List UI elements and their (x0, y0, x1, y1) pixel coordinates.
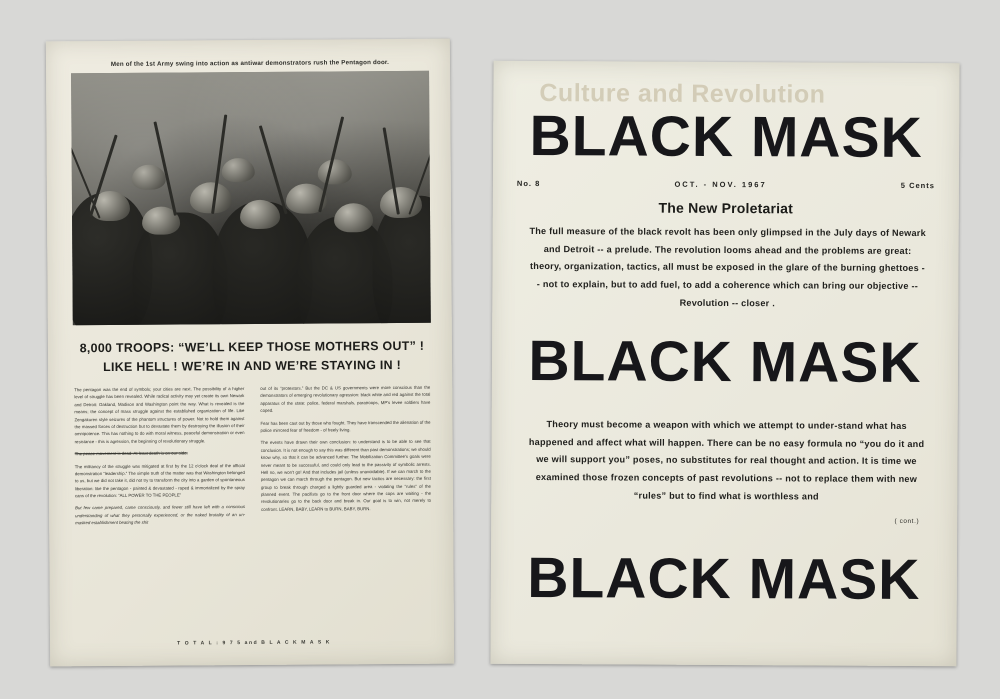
issue-info-row (517, 179, 935, 190)
paragraph: But few came prepared, came consciously, and fewer still have left with a conscious understanding of what they personally experienced, or the naked brutality of an un-masked establishment beating the shit (75, 504, 246, 526)
paragraph: The events have drawn their own conclusion: to understand is to be able to see that conclusion. It is not enough to say this was different than past demonstrations; we should know why, so that it can be advanced further. The Mobilization Committee's goals were never meant to be successful, and could only lead to the passivity of symbolic arrests. Hell no, we won't go! And that includes jail (unless unavoidable). If we can march to the pentagon we can march through the pentagon. But new tactics are necessary: the first group to break through charged a lightly guarded area - violating the “rules” of the planned event. The pacifists go to the front door where the cops are waiting - the revolutionaries go to the back door and break in. Our goal is to win, not merely to confront. LEARN, BABY, LEARN to BURN, BABY, BURN. (260, 439, 432, 512)
left-newsprint-page (46, 39, 454, 667)
article-subheading: The New Proletariat (658, 199, 794, 217)
paragraph: Fear has been cast out by those who fought. They have transcended the alienation of the police mirrored fear of freedom - of freely living. (260, 419, 431, 433)
paragraph: The militancy of the struggle was mitigated at first by the 12 o'clock deal of the official demonstration “leadership.” The simple truth of the matter was that Washington belonged to us, but we did not take it, did not try to transform the city into a garden of spontaneous liberation: like the pentagon - painted & devastated - raped & immortalized by the spray cans of the revolution: “ALL POWER TO THE PEOPLE” (74, 462, 245, 499)
ghost-underprint-text: Culture and Revolution (539, 79, 826, 109)
continued-marker: ( cont.) (894, 517, 920, 526)
paragraph: out of its “protestors.” But the DC & US governments were more conscious than the demonstrators of emerging revolutionary agression: black white and red against the total apparatus of the state: police, federal marshals, paratroops, MP's levee soldiers have coped. (260, 384, 431, 414)
paragraph: The peace movement is dead. At least death is on our side. (74, 450, 188, 457)
issue-number: No. 8 (516, 178, 541, 189)
body-column-right (260, 384, 432, 635)
issue-price: 5 Cents (900, 180, 935, 191)
headline-line-2: LIKE HELL ! WE’RE IN AND WE’RE STAYING IN ! (103, 358, 402, 375)
left-page-footer-total: T O T A L : 9 7 5 and B L A C K M A S K (177, 639, 331, 647)
black-mask-cover-page (490, 61, 959, 666)
masthead-title-bottom: BLACK MASK (527, 545, 921, 613)
headline-line-1: 8,000 TROOPS: “WE’LL KEEP THOSE MOTHERS OUT” ! (79, 338, 425, 356)
pentagon-demonstration-photo (71, 71, 431, 325)
paragraph: The pentagon was the end of symbols; your cities are next. The possibility of a higher level of struggle has been revealed. While radical activity may yet create its own Newark and Detroit: Oakland, Madison and Washington point the way. What is revealed is the means; the concept of mass struggle against the established organization of life. Like Zengakuren style seizures of the phantom structures of power. Not to hold them against the massed forces of destruction but to devastate them by destroying the illusion of their omnipotence. This has nothing to do with moral witness, peaceful demonstration or even resistance - this is agression, the beginning of revolutionary struggle. (74, 386, 245, 444)
masthead-title-top: BLACK MASK (529, 103, 923, 171)
masthead-title-middle: BLACK MASK (528, 328, 922, 396)
photo-caption-top: Men of the 1st Army swing into action as antiwar demonstrators rush the Pentagon door. (110, 59, 390, 68)
issue-date: OCT. - NOV. 1967 (674, 179, 767, 190)
left-page-body-columns (74, 384, 432, 636)
lead-paragraph-one: The full measure of the black revolt has been only glimpsed in the July days of Newark and Detroit -- a prelude. The revolution looms ahead and the problems are great: theory, organization, tactics, all must be exposed in the glare of the burning ghettoes -- not to explain, but to add fuel, to add a coherence which can bring our objective -- Revolution -- closer . (529, 225, 926, 309)
lead-paragraph-two: Theory must become a weapon with which we attempt to under-stand what has happened and affect what will happen. There can be no easy formula no “you do it and we will support you” poses, no substitutes for real thought and action. It is time we examined those frozen concepts of past revolutions -- not to replace them with new “rules” but to find what is worthless and (528, 419, 925, 502)
left-page-headline (76, 337, 428, 378)
body-column-left (74, 385, 246, 636)
